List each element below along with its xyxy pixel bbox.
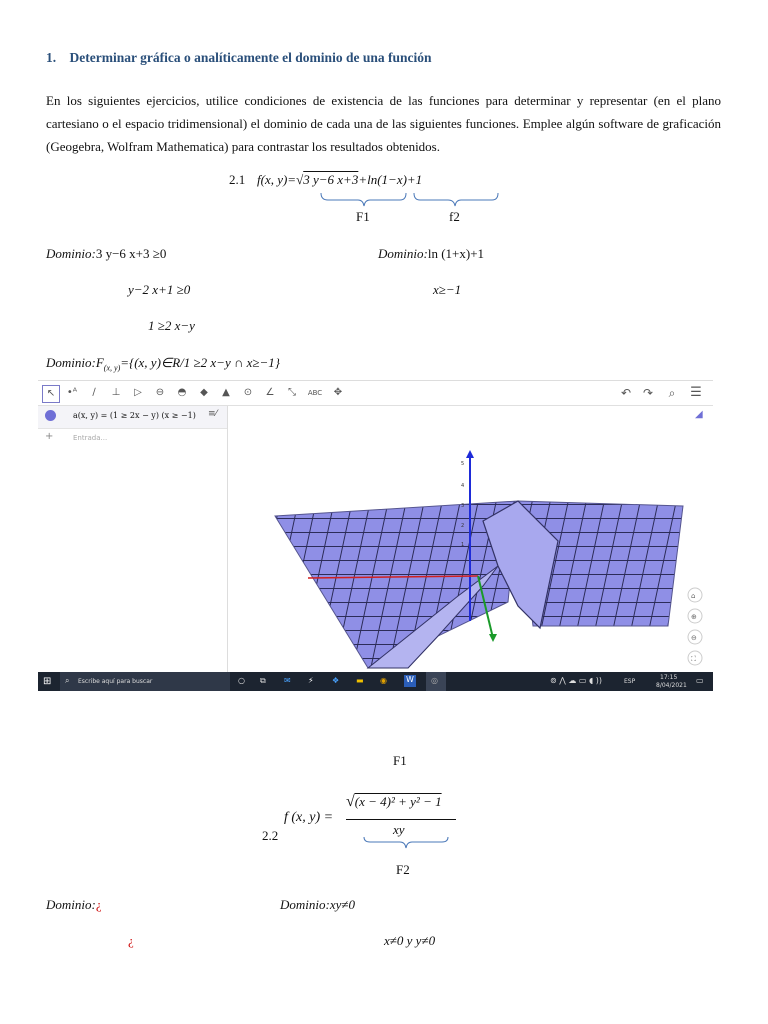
label-f2: f2 [449, 209, 460, 224]
system-tray-icons[interactable]: ⊚ ⋀ ☁ ▭ ◖ )) [550, 676, 602, 685]
plane-tool-icon[interactable]: ◆ [200, 387, 208, 398]
add-icon[interactable]: + [45, 431, 54, 442]
windows-taskbar [38, 672, 713, 691]
file-explorer-icon[interactable]: ▬ [356, 676, 364, 685]
ex2-sqrt-symbol: √ [346, 793, 355, 810]
brace-f2 [364, 837, 448, 848]
ex1-dom-left-line3: 1 ≥2 x−y [148, 318, 195, 333]
ex1-dom-right-line1 [378, 246, 484, 262]
cortana-icon[interactable]: ○ [238, 676, 245, 685]
ex1-dom-right-line2: x≥−1 [433, 282, 462, 297]
ex2-brace [362, 836, 450, 850]
algebra-row[interactable] [38, 406, 227, 429]
ex1-formula-root: 3 y−6 x+3 [303, 172, 359, 187]
mail-icon[interactable]: ✉ [284, 676, 291, 685]
ex2-denominator: xy [393, 822, 405, 837]
label-f1: F1 [356, 209, 370, 224]
zoom-in-glyph-icon: ⊕ [691, 613, 697, 621]
home-glyph-icon: ⌂ [691, 592, 696, 600]
z-tick-3: 3 [461, 503, 465, 509]
geogebra-taskbar-icon[interactable]: ◎ [426, 672, 446, 691]
ex2-numerator-text: (x − 4)² + y² − 1 [354, 794, 442, 809]
taskbar-search-text: Escribe aquí para buscar [78, 678, 153, 685]
ex1-dom-left-line2: y−2 x+1 ≥0 [128, 282, 191, 297]
ex2-label-F1: F1 [393, 753, 407, 768]
graphics-3d-view[interactable] [228, 406, 713, 673]
ex2-fraction-bar [346, 819, 456, 820]
algebra-item[interactable]: a(x, y) = (1 ≥ 2x − y) (x ≥ −1) [73, 411, 196, 420]
ex2-dom-left [46, 897, 102, 913]
ex1-final-domain [46, 355, 280, 373]
ex2-number: 2.2 [262, 828, 279, 843]
fullscreen-glyph-icon: ⛶ [691, 655, 696, 663]
final-sub: (x, y) [103, 363, 121, 373]
ex2-numerator [346, 793, 442, 811]
ex2-dom-right [280, 897, 355, 913]
bolt-app-icon[interactable]: ⚡ [308, 676, 314, 685]
perpendicular-tool-icon[interactable]: ⊥ [111, 387, 121, 398]
dropbox-icon[interactable]: ❖ [332, 676, 340, 685]
ex1-number: 2.1 [229, 172, 246, 187]
clock-time[interactable]: 17:15 [660, 674, 678, 681]
algebra-view [38, 406, 228, 673]
section-heading [46, 50, 431, 66]
instructions-paragraph: En los siguientes ejercicios, utilice condiciones de existencia de las funciones para determinar y representar (en el plano cartesiano o el espacio tridimensional) el dominio de cada una de las siguientes funciones. Emplee algún software de graficación (Geogebra, Wolfram Mathematica) para contrastar los resultados obtenidos. [46, 93, 721, 154]
pyramid-tool-icon[interactable]: ▲ [222, 387, 230, 398]
ex1-formula-lhs: f(x, y)= [257, 172, 297, 187]
taskbar-search-icon: ⌕ [65, 676, 70, 685]
dom-label: Dominio: [280, 897, 330, 912]
ex2-dom-left-symbol: ¿ [128, 933, 134, 948]
z-tick-2: 2 [461, 523, 465, 529]
final-expr: ={(x, y)∈R/1 ≥2 x−y ∩ x≥−1} [120, 355, 280, 370]
dom-expr: ln (1+x)+1 [427, 246, 485, 261]
z-tick-5: 5 [461, 461, 465, 467]
input-bar[interactable]: Entrada... [73, 434, 108, 442]
language-indicator[interactable]: ESP [624, 678, 636, 685]
ex1-braces [318, 192, 508, 208]
move-view-tool-icon[interactable]: ✥ [333, 387, 343, 398]
dom-expr: 3 y−6 x+3 ≥0 [95, 246, 167, 261]
zoom-out-glyph-icon: ⊖ [691, 634, 697, 642]
polygon-tool-icon[interactable]: ▷ [134, 387, 142, 398]
z-tick-1: 1 [461, 542, 465, 548]
dom-label: Dominio: [46, 246, 96, 261]
move-tool-icon[interactable]: ↖ [42, 385, 60, 403]
search-icon[interactable]: ⌕ [668, 386, 676, 400]
ex1-formula-rest: +ln(1−x)+1 [358, 172, 423, 187]
line-tool-icon[interactable]: ∕ [92, 387, 96, 398]
taskbar-search-box[interactable] [60, 672, 230, 691]
brace-f2 [414, 193, 498, 206]
geogebra-toolbar [38, 381, 713, 406]
heading-title: Determinar gráfica o analíticamente el dominio de una función [69, 50, 432, 65]
brace-f1 [321, 193, 406, 206]
ex1-sqrt-symbol: √ [296, 172, 304, 187]
circle-tool-icon[interactable]: ⊖ [155, 387, 165, 398]
reflect-tool-icon[interactable]: ⤡ [288, 387, 296, 398]
word-icon[interactable]: W [404, 675, 416, 687]
ex1-dom-left-line1 [46, 246, 166, 262]
redo-icon[interactable]: ↷ [642, 386, 654, 400]
algebra-menu-icon[interactable]: ≡⁄ [208, 409, 218, 419]
visibility-toggle-icon[interactable] [45, 410, 56, 421]
ex2-label-F2: F2 [396, 862, 410, 877]
clock-date[interactable]: 8/04/2021 [656, 682, 687, 689]
ex2-dom-right-line2: x≠0 y y≠0 [384, 933, 436, 948]
ex2-lhs: f (x, y) = [284, 810, 334, 825]
undo-icon[interactable]: ↶ [620, 386, 632, 400]
y-axis-arrow-icon [489, 634, 497, 642]
windows-start-icon[interactable]: ⊞ [43, 676, 52, 687]
view-toggle-icon[interactable]: ◢ [695, 409, 703, 420]
final-label: Dominio: [46, 355, 96, 370]
dom-expr: xy≠0 [329, 897, 356, 912]
final-F: F [95, 355, 104, 370]
dom-label: Dominio: [378, 246, 428, 261]
solid-tool-icon[interactable]: ⊙ [243, 387, 253, 398]
sphere-tool-icon[interactable]: ◓ [177, 387, 187, 398]
z-axis-arrow-icon [466, 450, 474, 458]
task-view-icon[interactable]: ⧉ [260, 676, 266, 685]
angle-tool-icon[interactable]: ∠ [265, 387, 275, 398]
z-tick-4: 4 [461, 483, 465, 489]
notification-icon[interactable]: ▭ [696, 676, 704, 685]
point-tool-icon[interactable]: •ᴬ [66, 387, 78, 398]
ex1-formula [257, 172, 422, 188]
text-tool-icon[interactable]: ABC [307, 389, 323, 397]
menu-icon[interactable]: ☰ [690, 385, 702, 400]
chrome-icon[interactable]: ◉ [380, 676, 387, 685]
dom-symbol: ¿ [95, 897, 102, 912]
dom-label: Dominio: [46, 897, 96, 912]
geogebra-window [38, 380, 713, 673]
heading-number: 1. [46, 50, 57, 65]
